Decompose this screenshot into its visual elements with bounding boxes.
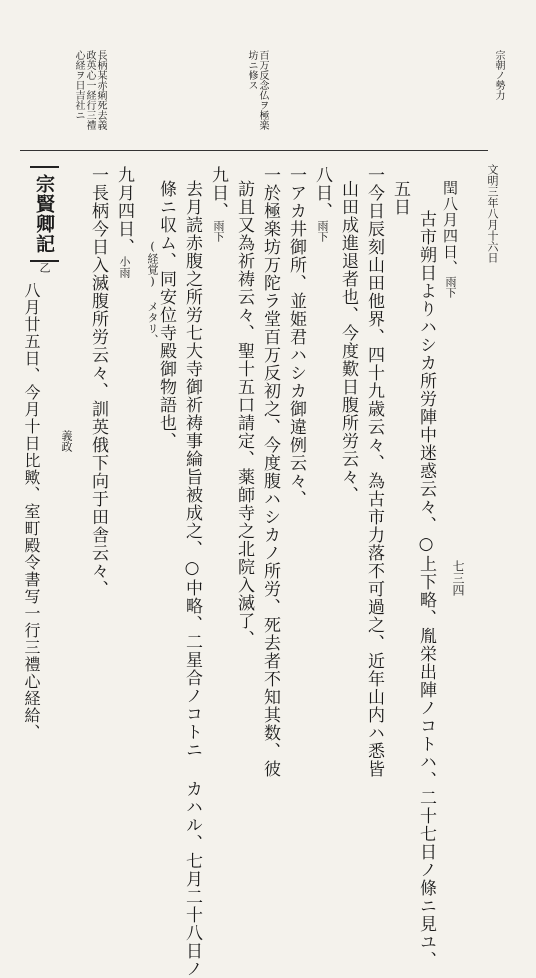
column-text: 九日、 (208, 166, 228, 220)
column-16: 八月廿五日、今月十日比歟、室町殿令書写一行三禮心経給、 (22, 282, 41, 741)
column-2: 古市朔日よりハシカ所労陣中迷惑云々、○上下略、胤栄出陣ノコトハ、二十七日ノ條ニ見ユ、 (416, 210, 436, 969)
column-5: 山田成進退者也、今度歎日腹所労云々、 (338, 180, 358, 504)
source-title: 宗賢卿記 (30, 166, 59, 262)
running-head-left: 長柄某赤痢死去義政英心一経行三禮心経ヲ日吉社ニ (73, 50, 106, 130)
column-8: 一於極楽坊万陀ラ堂百万反初之、今度腹ハシカノ所労、死去者不知其数、彼 (260, 166, 280, 778)
marginal-gloss: 義政 (60, 430, 73, 452)
column-note: 雨下 (444, 276, 457, 298)
column-10 (206, 166, 231, 242)
column-1 (440, 180, 461, 298)
column-note: 小雨 (118, 256, 131, 278)
page-header: 文明三年八月十六日 (486, 164, 499, 263)
column-7: 一アカ井御所、並姫君ハシカ御違例云々、 (286, 166, 306, 508)
column-11: 去月読赤腹之所労七大寺御祈祷事綸旨被成之、○中略、二星合ノコトニ カハル、七月二十八日ノ (182, 180, 202, 978)
source-sub: 乙 (38, 262, 51, 273)
header-rule (20, 150, 488, 151)
column-note: 雨下 (316, 220, 329, 242)
column-text: 八日、 (312, 166, 332, 220)
column-6 (310, 166, 335, 242)
column-text: 條ニ収ム、同安位寺殿御物語也、 (156, 180, 176, 450)
column-note: 雨下 (212, 220, 225, 242)
column-12-note: (経覚) メタリ、 (146, 240, 159, 345)
running-head-right: 宗朝ノ勢力 (493, 50, 504, 100)
page-number: 七三四 (451, 560, 465, 596)
column-3: 五日 (390, 180, 410, 216)
column-9: 訪且又為祈祷云々、聖十五口請定、薬師寺之北院入滅了、 (234, 180, 254, 648)
running-head-middle: 百万反念仏ヲ極楽坊ニ修ス (246, 50, 268, 130)
column-4: 一今日辰刻山田他界、四十九歳云々、為古市力落不可過之、近年山内ハ悉皆 (364, 166, 384, 778)
column-text: 九月四日、 (114, 166, 134, 256)
column-14: 一長柄今日入滅腹所労云々、訓英俄下向于田舎云々、 (88, 166, 108, 598)
column-13 (112, 166, 137, 278)
column-text: 閏八月四日、 (441, 180, 459, 276)
